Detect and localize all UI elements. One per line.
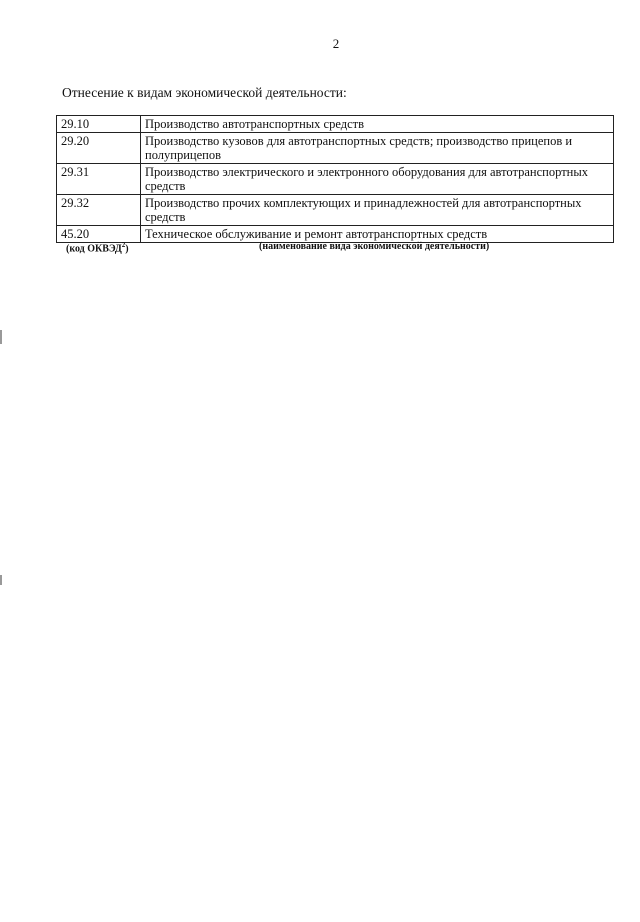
okved-code-cell: 29.10 [57, 116, 141, 133]
code-column-caption [66, 241, 129, 254]
name-column-caption: (наименование вида экономической деятельности) [259, 241, 490, 252]
okved-code-cell: 29.20 [57, 133, 141, 164]
code-caption-close: ) [125, 243, 129, 255]
table-row [57, 116, 614, 133]
code-caption-text: (код ОКВЭД [66, 243, 122, 255]
scan-edge-mark [0, 575, 2, 585]
section-heading: Отнесение к видам экономической деятельности: [62, 85, 347, 100]
table-row [57, 226, 614, 243]
okved-table [56, 115, 614, 243]
okved-code-cell: 29.32 [57, 195, 141, 226]
activity-name-cell: Производство автотранспортных средств [141, 116, 614, 133]
activity-name-cell: Производство прочих комплектующих и принадлежностей для автотранспортных средств [141, 195, 614, 226]
table-row [57, 164, 614, 195]
activity-name-cell: Техническое обслуживание и ремонт автотранспортных средств [141, 226, 614, 243]
page-number: 2 [332, 36, 340, 51]
footnote-marker: 2 [121, 241, 126, 249]
okved-code-cell: 29.31 [57, 164, 141, 195]
table-row [57, 133, 614, 164]
scan-edge-mark [0, 330, 2, 344]
activity-name-cell: Производство электрического и электронного оборудования для автотранспортных средств [141, 164, 614, 195]
okved-code-cell: 45.20 [57, 226, 141, 243]
table-row [57, 195, 614, 226]
activity-name-cell: Производство кузовов для автотранспортных средств; производство прицепов и полуприцепов [141, 133, 614, 164]
